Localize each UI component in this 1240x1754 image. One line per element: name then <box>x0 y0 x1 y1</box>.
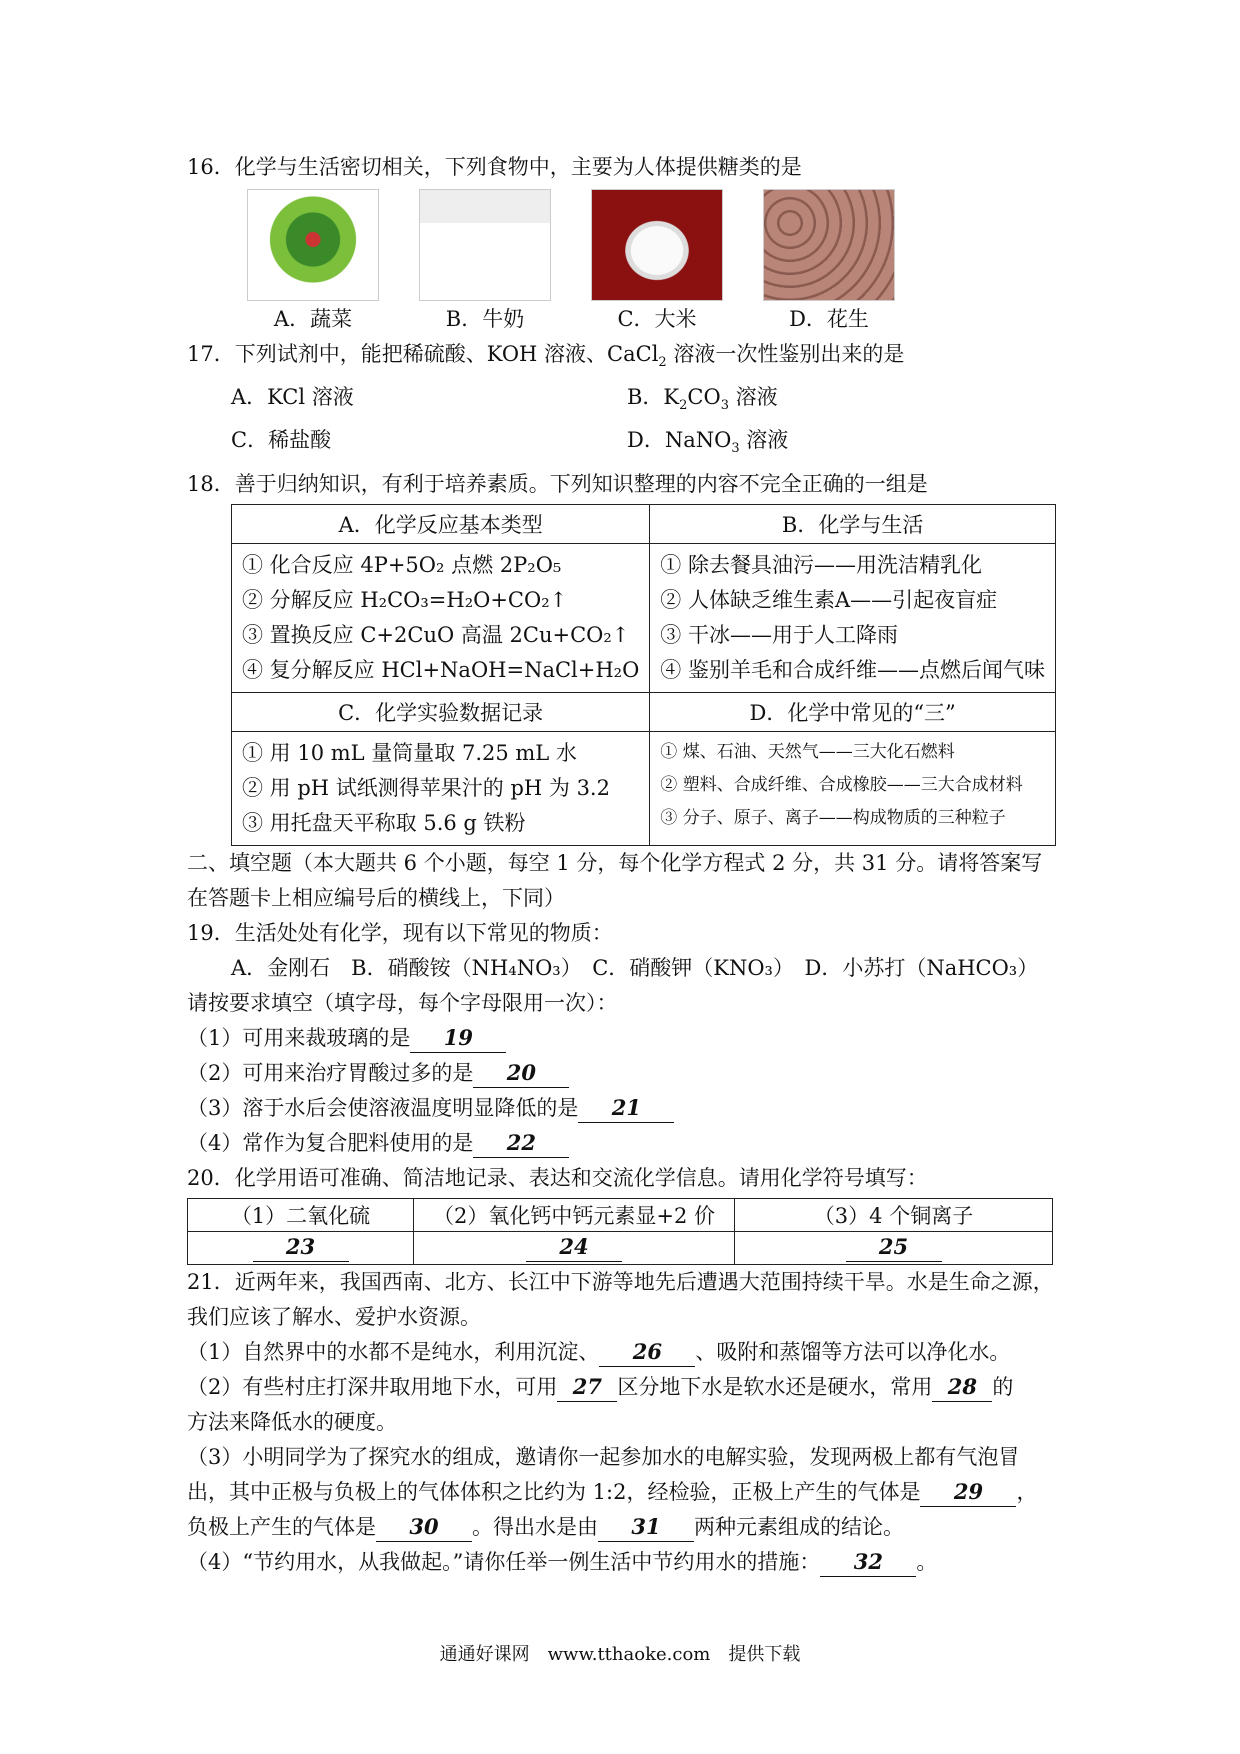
q18-d-item: ① 煤、石油、天然气——三大化石燃料 <box>660 741 955 762</box>
q21-part-4: （4）“节约用水，从我做起。”请你任举一例生活中节约用水的措施： 32 。 <box>187 1545 1053 1580</box>
q18-c-cell <box>232 731 650 845</box>
q21-part-3-cont2: 负极上产生的气体是 30 。得出水是由 31 两种元素组成的结论。 <box>187 1510 1053 1545</box>
q19-options: A．金刚石 B．硝酸铵（NH₄NO₃） C．硝酸钾（KNO₃） D．小苏打（NaHCO₃） <box>231 955 1039 980</box>
answer-blank[interactable]: 21 <box>578 1094 674 1123</box>
q18-c-title: C．化学实验数据记录 <box>232 692 650 731</box>
salad-image <box>247 189 379 301</box>
q18-table <box>231 504 1056 846</box>
q18-a-title: A．化学反应基本类型 <box>232 504 650 543</box>
q18-c-item: ③ 用托盘天平称取 5.6 g 铁粉 <box>242 810 526 835</box>
q17-option-b: B．$K_2CO_3$ 溶液 <box>627 385 778 414</box>
q16-option-b-label: B．牛奶 <box>445 307 525 331</box>
answer-blank[interactable]: 27 <box>557 1373 617 1402</box>
q21-part-1: （1）自然界中的水都不是纯水，利用沉淀、 26 、吸附和蒸馏等方法可以净化水。 <box>187 1335 1053 1370</box>
answer-blank[interactable]: 25 <box>846 1233 942 1262</box>
q18-stem: 18．善于归纳知识，有利于培养素质。下列知识整理的内容不完全正确的一组是 <box>187 471 928 496</box>
answer-blank[interactable]: 19 <box>410 1024 506 1053</box>
q20-header: （2）氧化钙中钙元素显+2 价 <box>414 1198 735 1231</box>
q18-a-item: ② 分解反应 H₂CO₃=H₂O+CO₂↑ <box>242 587 568 612</box>
q17-option-c: C．稀盐酸 <box>231 428 332 453</box>
q20-header: （1）二氧化硫 <box>188 1198 414 1231</box>
q17-options-row1 <box>187 380 1053 423</box>
exam-page <box>187 150 1053 1580</box>
q18-d-item: ② 塑料、合成纤维、合成橡胶——三大合成材料 <box>660 774 1023 795</box>
q16-option-b <box>399 189 571 337</box>
answer-blank[interactable]: 22 <box>473 1129 569 1158</box>
q17-stem-text: 17．下列试剂中，能把稀硫酸、KOH 溶液、CaCl <box>187 342 659 366</box>
q20-header: （3）4 个铜离子 <box>735 1198 1053 1231</box>
q16-stem: 16．化学与生活密切相关，下列食物中，主要为人体提供糖类的是 <box>187 155 802 179</box>
q18-d-title: D．化学中常见的“三” <box>650 692 1056 731</box>
answer-blank[interactable]: 32 <box>820 1548 916 1577</box>
section2-heading-cont: 在答题卡上相应编号后的横线上，下同） <box>187 885 565 910</box>
answer-blank[interactable]: 24 <box>526 1233 622 1262</box>
q18-a-item: ③ 置换反应 C+2CuO 高温 2Cu+CO₂↑ <box>242 622 630 647</box>
q18-a-item: ④ 复分解反应 HCl+NaOH=NaCl+H₂O <box>242 657 640 682</box>
q16-option-c <box>571 189 743 337</box>
rice-image <box>591 189 723 301</box>
q17-stem-text-end: 溶液一次性鉴别出来的是 <box>666 342 905 366</box>
q18-b-item: ③ 干冰——用于人工降雨 <box>660 622 898 647</box>
q16-option-c-label: C．大米 <box>617 307 697 331</box>
peanut-image <box>763 189 895 301</box>
q19-item-4: （4）常作为复合肥料使用的是 22 <box>187 1126 1053 1161</box>
q18-d-item: ③ 分子、原子、离子——构成物质的三种粒子 <box>660 807 1006 828</box>
q16-options <box>227 189 1053 337</box>
q18-a-cell <box>232 543 650 692</box>
q20-table <box>187 1198 1053 1265</box>
q19-item-3: （3）溶于水后会使溶液温度明显降低的是 21 <box>187 1091 1053 1126</box>
q21-part-2-cont: 方法来降低水的硬度。 <box>187 1409 397 1434</box>
q16-option-a <box>227 189 399 337</box>
q20-stem: 20．化学用语可准确、简洁地记录、表达和交流化学信息。请用化学符号填写： <box>187 1165 928 1190</box>
q18-b-cell <box>650 543 1056 692</box>
answer-blank[interactable]: 31 <box>598 1513 694 1542</box>
q18-d-cell <box>650 731 1056 845</box>
q16-option-d-label: D．花生 <box>789 307 869 331</box>
section2-heading: 二、填空题（本大题共 6 个小题，每空 1 分，每个化学方程式 2 分，共 31 分。请将答案写 <box>187 850 1043 875</box>
q21-part-3: （3）小明同学为了探究水的组成，邀请你一起参加水的电解实验，发现两极上都有气泡冒 <box>187 1444 1020 1469</box>
q18-b-title: B．化学与生活 <box>650 504 1056 543</box>
q19-instructions: 请按要求填空（填字母，每个字母限用一次）： <box>187 990 618 1015</box>
q18-c-item: ② 用 pH 试纸测得苹果汁的 pH 为 3.2 <box>242 775 610 800</box>
q19-stem: 19．生活处处有化学，现有以下常见的物质： <box>187 920 613 945</box>
answer-blank[interactable]: 28 <box>932 1373 992 1402</box>
q21-part-2: （2）有些村庄打深井取用地下水，可用 27 区分地下水是软水还是硬水，常用 28 的 <box>187 1370 1053 1405</box>
q17-option-d: D．NaNO$_3$ 溶液 <box>627 428 789 457</box>
q21-part-3-cont: 出，其中正极与负极上的气体体积之比约为 1:2，经检验，正极上产生的气体是 29 ， <box>187 1475 1053 1510</box>
q21-stem-cont: 我们应该了解水、爱护水资源。 <box>187 1304 481 1329</box>
q17-stem <box>187 337 1053 380</box>
answer-blank[interactable]: 30 <box>376 1513 472 1542</box>
q17-stem-sub: 2 <box>658 355 667 371</box>
page-footer: 通通好课网 www.tthaoke.com 提供下载 <box>439 1644 801 1665</box>
q16-option-a-label: A．蔬菜 <box>273 307 353 331</box>
answer-blank[interactable]: 23 <box>253 1233 349 1262</box>
q16-option-d <box>743 189 915 337</box>
q19-item-1: （1）可用来裁玻璃的是 19 <box>187 1021 1053 1056</box>
q18-b-item: ① 除去餐具油污——用洗洁精乳化 <box>660 552 982 577</box>
milk-image <box>419 189 551 301</box>
q17-options-row2 <box>187 423 1053 466</box>
answer-blank[interactable]: 26 <box>599 1338 695 1367</box>
q19-item-2: （2）可用来治疗胃酸过多的是 20 <box>187 1056 1053 1091</box>
q17-option-a: A．KCl 溶液 <box>231 385 354 410</box>
answer-blank[interactable]: 29 <box>920 1478 1016 1507</box>
q18-c-item: ① 用 10 mL 量筒量取 7.25 mL 水 <box>242 740 577 765</box>
answer-blank[interactable]: 20 <box>473 1059 569 1088</box>
q21-stem: 21．近两年来，我国西南、北方、长江中下游等地先后遭遇大范围持续干旱。水是生命之源， <box>187 1269 1054 1294</box>
q18-b-item: ④ 鉴别羊毛和合成纤维——点燃后闻气味 <box>660 657 1045 682</box>
q18-a-item: ① 化合反应 4P+5O₂ 点燃 2P₂O₅ <box>242 552 562 577</box>
q18-b-item: ② 人体缺乏维生素A——引起夜盲症 <box>660 587 998 612</box>
